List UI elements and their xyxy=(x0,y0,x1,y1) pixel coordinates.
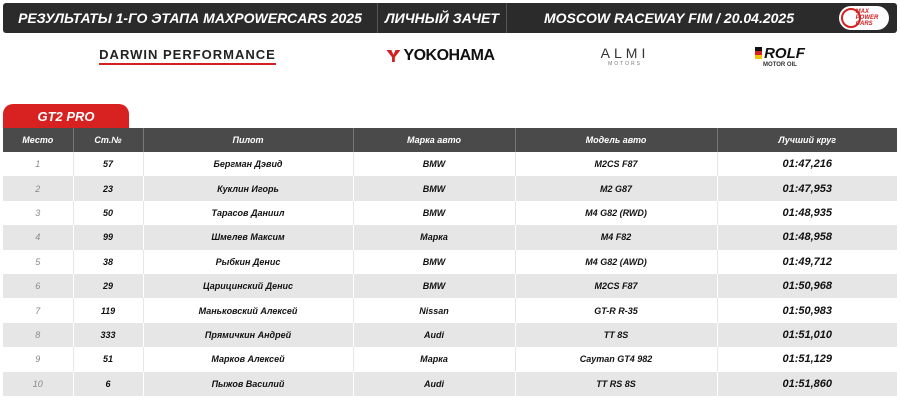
cell-place: 6 xyxy=(3,274,73,298)
logo-line: POWER xyxy=(855,15,879,21)
almi-motors-logo xyxy=(590,36,660,76)
column-header-start-number: Ст.№ xyxy=(73,128,143,152)
almi-logo-text: ALMI xyxy=(600,45,650,61)
cell-car-make: Nissan xyxy=(353,298,515,322)
cell-pilot: Тарасов Даниил xyxy=(143,201,353,225)
cell-car-model: M2CS F87 xyxy=(515,152,717,176)
venue-date: MOSCOW RACEWAY FIM / 20.04.2025 xyxy=(544,10,794,26)
table-row xyxy=(3,372,897,396)
maxpowercars-logo xyxy=(839,6,889,30)
yokohama-y-icon xyxy=(385,48,401,64)
results-header-bar xyxy=(3,3,897,33)
cell-best-lap: 01:51,010 xyxy=(717,323,897,347)
table-row xyxy=(3,298,897,322)
table-row xyxy=(3,274,897,298)
table-row xyxy=(3,176,897,200)
table-row xyxy=(3,347,897,371)
column-header-best-lap: Лучший круг xyxy=(717,128,897,152)
cell-place: 5 xyxy=(3,250,73,274)
cell-start-number: 29 xyxy=(73,274,143,298)
almi-logo-subtext: MOTORS xyxy=(608,61,642,67)
flag-icon xyxy=(755,47,762,59)
cell-place: 7 xyxy=(3,298,73,322)
cell-pilot: Марков Алексей xyxy=(143,347,353,371)
cell-place: 9 xyxy=(3,347,73,371)
cell-start-number: 38 xyxy=(73,250,143,274)
yokohama-logo-text: YOKOHAMA xyxy=(403,47,495,64)
standings-mode: ЛИЧНЫЙ ЗАЧЕТ xyxy=(377,3,507,33)
cell-place: 10 xyxy=(3,372,73,396)
cell-car-make: BMW xyxy=(353,152,515,176)
cell-start-number: 23 xyxy=(73,176,143,200)
table-row xyxy=(3,201,897,225)
table-row xyxy=(3,225,897,249)
cell-pilot: Бергман Дэвид xyxy=(143,152,353,176)
cell-car-make: BMW xyxy=(353,176,515,200)
cell-best-lap: 01:47,216 xyxy=(717,152,897,176)
cell-car-model: GT-R R-35 xyxy=(515,298,717,322)
cell-place: 3 xyxy=(3,201,73,225)
logo-container xyxy=(831,3,897,33)
cell-start-number: 119 xyxy=(73,298,143,322)
darwin-performance-logo xyxy=(90,36,285,76)
cell-car-make: Марка xyxy=(353,347,515,371)
cell-best-lap: 01:49,712 xyxy=(717,250,897,274)
rolf-logo-text: ROLF xyxy=(764,44,805,62)
cell-start-number: 50 xyxy=(73,201,143,225)
column-header-place: Место xyxy=(3,128,73,152)
cell-pilot: Пыжов Василий xyxy=(143,372,353,396)
cell-car-make: BMW xyxy=(353,250,515,274)
column-header-car-model: Модель авто xyxy=(515,128,717,152)
cell-car-make: Audi xyxy=(353,323,515,347)
table-row xyxy=(3,323,897,347)
table-row xyxy=(3,152,897,176)
cell-car-model: M4 F82 xyxy=(515,225,717,249)
column-header-pilot: Пилот xyxy=(143,128,353,152)
yokohama-logo xyxy=(380,36,500,76)
table-header-row xyxy=(3,128,897,152)
column-header-car-make: Марка авто xyxy=(353,128,515,152)
page-title: РЕЗУЛЬТАТЫ 1-ГО ЭТАПА MAXPOWERCARS 2025 xyxy=(18,10,362,26)
cell-pilot: Куклин Игорь xyxy=(143,176,353,200)
cell-pilot: Царицинский Денис xyxy=(143,274,353,298)
cell-place: 1 xyxy=(3,152,73,176)
logo-line: MAX xyxy=(855,9,869,15)
cell-start-number: 51 xyxy=(73,347,143,371)
rolf-logo-subtext: MOTOR OIL xyxy=(763,61,797,68)
cell-start-number: 333 xyxy=(73,323,143,347)
cell-start-number: 6 xyxy=(73,372,143,396)
cell-start-number: 99 xyxy=(73,225,143,249)
cell-car-make: BMW xyxy=(353,274,515,298)
cell-car-model: TT 8S xyxy=(515,323,717,347)
cell-pilot: Рыбкин Денис xyxy=(143,250,353,274)
logo-line: CARS xyxy=(855,21,873,27)
cell-best-lap: 01:47,953 xyxy=(717,176,897,200)
cell-car-make: Марка xyxy=(353,225,515,249)
cell-best-lap: 01:50,983 xyxy=(717,298,897,322)
cell-best-lap: 01:48,935 xyxy=(717,201,897,225)
cell-pilot: Маньковский Алексей xyxy=(143,298,353,322)
rolf-motor-oil-logo xyxy=(740,36,820,76)
darwin-logo-text: DARWIN PERFORMANCE xyxy=(99,47,276,65)
cell-place: 4 xyxy=(3,225,73,249)
class-tab-gt2-pro: GT2 PRO xyxy=(3,104,129,128)
cell-car-model: Cayman GT4 982 xyxy=(515,347,717,371)
results-table xyxy=(3,128,897,396)
cell-car-make: Audi xyxy=(353,372,515,396)
cell-start-number: 57 xyxy=(73,152,143,176)
cell-car-model: M4 G82 (AWD) xyxy=(515,250,717,274)
cell-car-model: M4 G82 (RWD) xyxy=(515,201,717,225)
cell-car-model: TT RS 8S xyxy=(515,372,717,396)
sponsor-strip xyxy=(0,36,900,76)
cell-best-lap: 01:48,958 xyxy=(717,225,897,249)
cell-car-model: M2 G87 xyxy=(515,176,717,200)
cell-pilot: Шмелев Максим xyxy=(143,225,353,249)
cell-pilot: Прямичкин Андрей xyxy=(143,323,353,347)
cell-car-make: BMW xyxy=(353,201,515,225)
cell-best-lap: 01:51,860 xyxy=(717,372,897,396)
table-row xyxy=(3,250,897,274)
cell-best-lap: 01:50,968 xyxy=(717,274,897,298)
cell-place: 2 xyxy=(3,176,73,200)
cell-best-lap: 01:51,129 xyxy=(717,347,897,371)
cell-car-model: M2CS F87 xyxy=(515,274,717,298)
cell-place: 8 xyxy=(3,323,73,347)
